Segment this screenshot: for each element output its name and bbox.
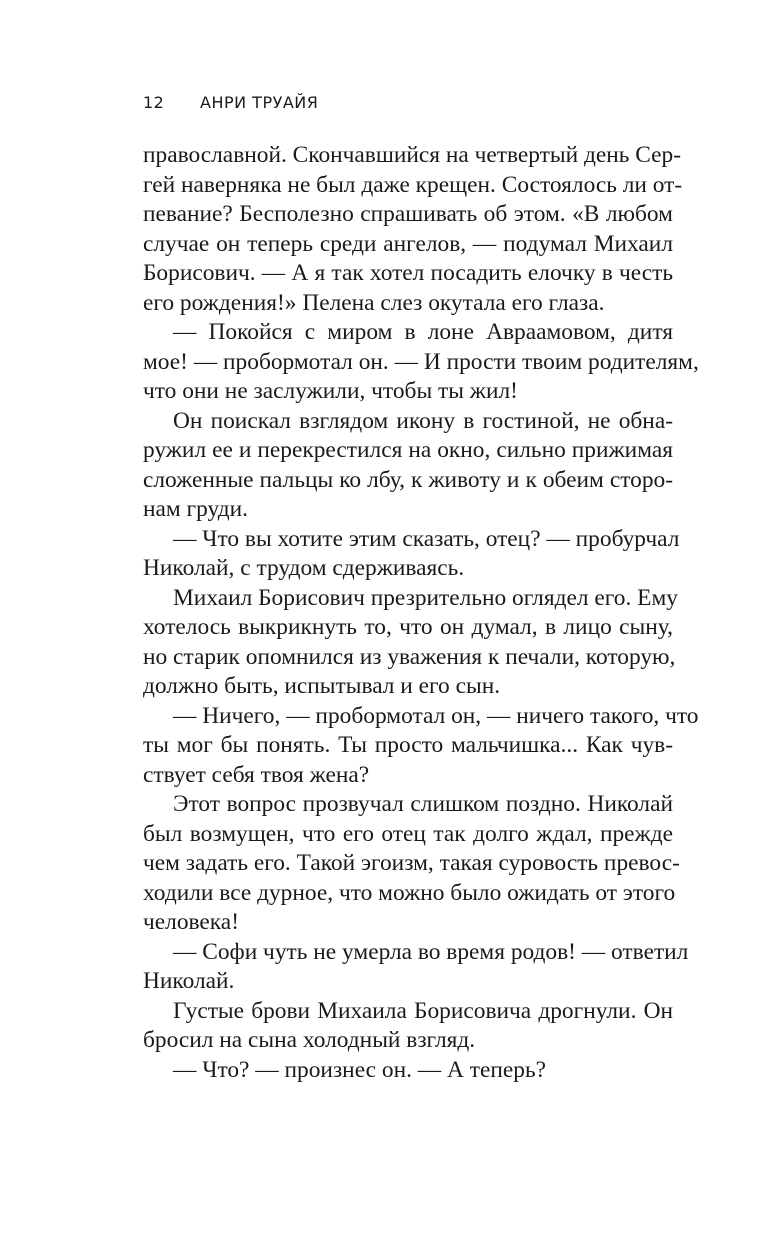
text-line: человека!: [143, 909, 239, 935]
text-line: — Покойся с миром в лоне Авраамовом, дитя: [173, 319, 673, 345]
text-line: — Софи чуть не умерла во время родов! — ответил: [173, 938, 689, 965]
text-line: но старик опомнился из уважения к печали, которую,: [143, 643, 676, 670]
text-line: был возмущен, что его отец так долго ждал, прежде: [143, 820, 673, 847]
text-line: православной. Скончавшийся на четвертый день Сер-: [143, 142, 682, 168]
text-line: ствует себя твоя жена?: [143, 761, 370, 788]
text-line: — Что? — произнес он. — А теперь?: [173, 1056, 547, 1083]
text-line: ружил ее и перекрестился на окно, сильно прижимая: [143, 437, 673, 463]
text-line: его рождения!» Пелена слез окутала его глаза.: [143, 289, 605, 316]
text-line: Борисович. — А я так хотел посадить елочку в честь: [143, 260, 673, 286]
text-line: сложенные пальцы ко лбу, к животу и к обеим сторо-: [143, 466, 673, 493]
text-line: мое! — пробормотал он. — И прости твоим родителям,: [143, 348, 699, 375]
text-line: Николай.: [143, 968, 235, 994]
text-line: Михаил Борисович презрительно оглядел его. Ему: [173, 584, 678, 611]
text-line: Густые брови Михаила Борисовича дрогнули. Он: [173, 997, 673, 1024]
running-head: [143, 93, 318, 112]
text-line: хотелось выкрикнуть то, что он думал, в лицо сыну,: [143, 614, 673, 640]
text-line: что они не заслужили, чтобы ты жил!: [143, 378, 518, 404]
text-line: певание? Бесполезно спрашивать об этом. «В любом: [143, 201, 673, 227]
text-line: бросил на сына холодный взгляд.: [143, 1027, 476, 1053]
text-line: гей наверняка не был даже крещен. Состоялось ли от-: [143, 171, 683, 198]
book-author: АНРИ ТРУАЙЯ: [200, 93, 319, 112]
page-number: 12: [143, 93, 165, 112]
text-line: случае он теперь среди ангелов, — подумал Михаил: [143, 230, 673, 257]
text-line: Этот вопрос прозвучал слишком поздно. Николай: [173, 791, 673, 817]
text-line: — Ничего, — пробормотал он, — ничего такого, что: [173, 702, 699, 729]
text-line: Николай, с трудом сдерживаясь.: [143, 555, 465, 581]
text-line: ходили все дурное, что можно было ожидать от этого: [143, 879, 676, 906]
text-line: ты мог бы понять. Ты просто мальчишка... Как чув-: [143, 732, 673, 758]
text-line: нам груди.: [143, 496, 249, 522]
text-line: Он поискал взглядом икону в гостиной, не обна-: [173, 407, 673, 434]
body-text: [143, 141, 699, 1085]
text-line: — Что вы хотите этим сказать, отец? — пробурчал: [173, 525, 680, 552]
text-line: чем задать его. Такой эгоизм, такая суровость превос-: [143, 850, 680, 876]
text-line: должно быть, испытывал и его сын.: [143, 673, 501, 699]
